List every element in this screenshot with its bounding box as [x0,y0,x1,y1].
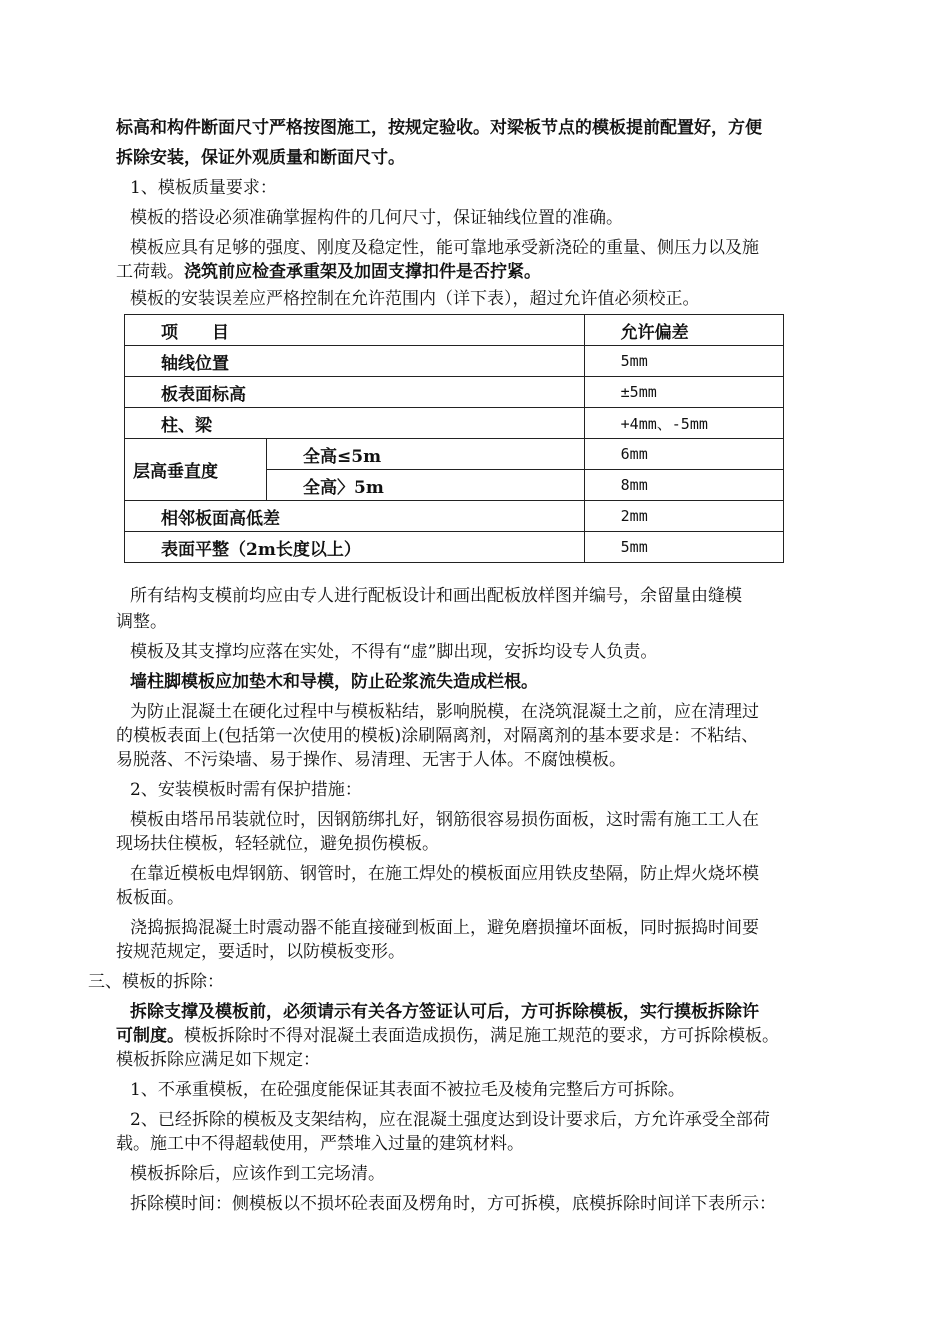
section1-paragraph-3: 模板的安装误差应严格控制在允许范围内（详下表），超过允许值必须校正。 [130,289,700,309]
section2-paragraph-2-line-2: 板板面。 [116,888,184,908]
row-axis-label: 轴线位置 [125,346,585,377]
after-table-paragraph-3: 墙柱脚模板应加垫木和导模，防止砼浆流失造成栏根。 [130,672,538,692]
tolerance-table [124,314,784,563]
table-header-row [125,315,784,346]
section3-heading: 三、模板的拆除： [88,972,224,992]
row-surface-value: ±5mm [584,377,783,408]
section3-item-1: 1、不承重模板，在砼强度能保证其表面不被拉毛及棱角完整后方可拆除。 [130,1080,685,1100]
row-vertical-sub1-label: 全高≤5m [267,439,585,470]
row-vertical-sub1-value: 6mm [584,439,783,470]
table-row [125,377,784,408]
section2-paragraph-2-line-1: 在靠近模板电焊钢筋、钢管时，在施工焊处的模板面应用铁皮垫隔，防止焊火烧坏模 [130,864,759,884]
after-table-paragraph-1-line-1: 所有结构支模前均应由专人进行配板设计和画出配板放样图并编号，余留量由缝模 [130,586,742,606]
section2-paragraph-1-line-1: 模板由塔吊吊装就位时，因钢筋绑扎好，钢筋很容易损伤面板，这时需有施工工人在 [130,810,759,830]
section2-heading: 2、安装模板时需有保护措施： [130,780,362,800]
section3-paragraph-1-line-2 [116,1023,828,1049]
p2-bold-text: 浇筑前应检查承重架及加固支撑扣件是否拧紧。 [184,262,541,282]
after-table-paragraph-4-line-3: 易脱落、不污染墙、易于操作、易清理、无害于人体。不腐蚀模板。 [116,750,626,770]
row-flatness-label: 表面平整（2m长度以上） [125,532,585,563]
section3-paragraph-3: 拆除模时间：侧模板以不损坏砼表面及楞角时，方可拆模，底模拆除时间详下表所示： [130,1194,776,1214]
after-table-paragraph-4-line-2: 的模板表面上(包括第一次使用的模板)涂刷隔离剂，对隔离剂的基本要求是：不粘结、 [116,726,759,746]
section2-paragraph-1-line-2: 现场扶住模板，轻轻就位，避免损伤模板。 [116,834,439,854]
intro-line-1: 标高和构件断面尺寸严格按图施工，按规定验收。对梁板节点的模板提前配置好，方便 [116,118,762,138]
section1-paragraph-2-line-2 [116,259,828,285]
table-row [125,501,784,532]
row-adjacent-label: 相邻板面高低差 [125,501,585,532]
section2-paragraph-3-line-1: 浇捣振捣混凝土时震动器不能直接碰到板面上，避免磨损撞坏面板，同时振捣时间要 [130,918,759,938]
row-adjacent-value: 2mm [584,501,783,532]
row-vertical-sub2-value: 8mm [584,470,783,501]
p1-bold-text: 可制度。 [116,1026,184,1046]
after-table-paragraph-1-line-2: 调整。 [116,612,167,632]
row-vertical-label: 层高垂直度 [125,439,267,501]
section3-item-2-line-2: 载。施工中不得超载使用，严禁堆入过量的建筑材料。 [116,1134,524,1154]
row-vertical-sub2-label: 全高〉5m [267,470,585,501]
section3-paragraph-2: 模板拆除后，应该作到工完场清。 [130,1164,385,1184]
p2-normal-text: 工荷载。 [116,262,184,282]
section1-paragraph-1: 模板的搭设必须准确掌握构件的几何尺寸，保证轴线位置的准确。 [130,208,623,228]
table-header-item: 项 目 [125,315,585,346]
section3-paragraph-1-line-3: 模板拆除应满足如下规定： [116,1050,320,1070]
row-surface-label: 板表面标高 [125,377,585,408]
section1-heading: 1、模板质量要求： [130,178,277,198]
row-axis-value: 5mm [584,346,783,377]
after-table-paragraph-4-line-1: 为防止混凝土在硬化过程中与模板粘结，影响脱模，在浇筑混凝土之前，应在清理过 [130,702,759,722]
intro-line-2: 拆除安装，保证外观质量和断面尺寸。 [116,148,405,168]
section1-paragraph-2-line-1: 模板应具有足够的强度、刚度及稳定性，能可靠地承受新浇砼的重量、侧压力以及施 [130,238,759,258]
section3-paragraph-1-line-1: 拆除支撑及模板前，必须请示有关各方签证认可后，方可拆除模板，实行摸板拆除许 [130,1002,759,1022]
row-flatness-value: 5mm [584,532,783,563]
row-column-value: +4mm、-5mm [584,408,783,439]
section2-paragraph-3-line-2: 按规范规定，要适时，以防模板变形。 [116,942,405,962]
table-row [125,408,784,439]
after-table-paragraph-2: 模板及其支撑均应落在实处，不得有“虚”脚出现，安拆均设专人负责。 [130,642,658,662]
p1-normal-text: 模板拆除时不得对混凝土表面造成损伤，满足施工规范的要求，方可拆除模板。 [184,1026,779,1046]
table-row [125,532,784,563]
table-row [125,346,784,377]
row-column-label: 柱、梁 [125,408,585,439]
section3-item-2-line-1: 2、已经拆除的模板及支架结构，应在混凝土强度达到设计要求后，方允许承受全部荷 [130,1110,770,1130]
table-header-value: 允许偏差 [584,315,783,346]
table-row [125,439,784,470]
